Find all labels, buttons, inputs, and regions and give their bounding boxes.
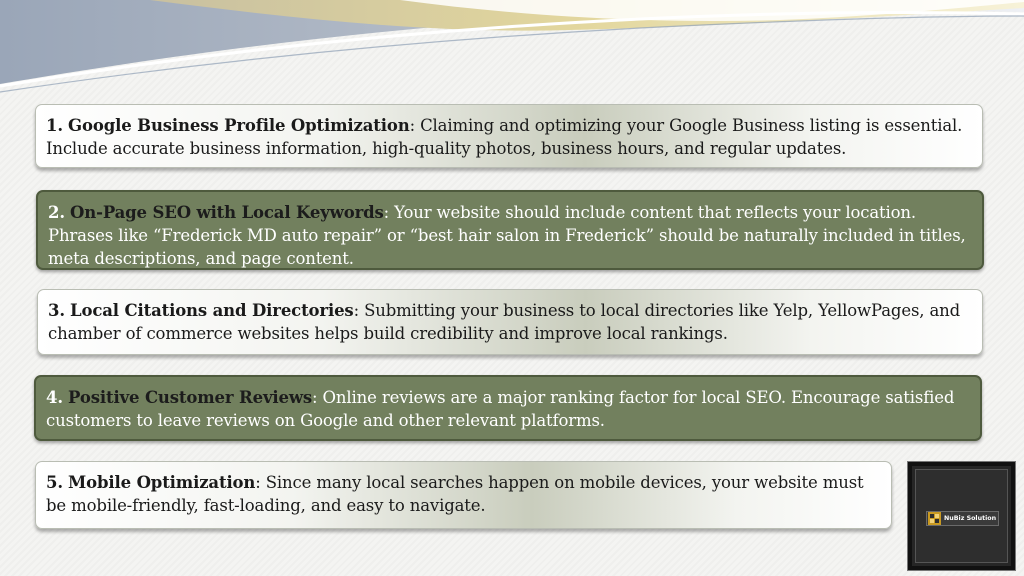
- item-text: : Since many local searches happen on mobile devices, your website must be mobile-friendly, fast-loading, and easy to navigate.: [46, 473, 864, 515]
- logo-frame: [908, 462, 1015, 570]
- item-customer-reviews: [34, 375, 982, 441]
- item-google-business-profile: [35, 104, 983, 168]
- item-text: : Submitting your business to local directories like Yelp, YellowPages, and chamber of commerce websites helps build credibility and improve local rankings.: [48, 301, 961, 343]
- item-text: : Claiming and optimizing your Google Business listing is essential. Include accurate business information, high-quality photos, business hours, and regular updates.: [46, 116, 963, 158]
- logo-text: NuBiz Solution: [944, 515, 997, 522]
- item-text: : Online reviews are a major ranking factor for local SEO. Encourage satisfied customers to leave reviews on Google and other relevant platforms.: [46, 388, 955, 430]
- item-on-page-seo: [36, 190, 984, 270]
- item-heading: Positive Customer Reviews: [68, 388, 313, 407]
- top-swoosh-decoration: [0, 0, 1024, 100]
- item-local-citations: [37, 289, 983, 355]
- logo-badge: [926, 511, 999, 526]
- item-number: 2.: [48, 203, 65, 222]
- item-number: 3.: [48, 301, 65, 320]
- item-heading: Mobile Optimization: [68, 473, 256, 492]
- item-heading: Google Business Profile Optimization: [68, 116, 410, 135]
- item-heading: On-Page SEO with Local Keywords: [70, 203, 384, 222]
- item-number: 4.: [46, 388, 63, 407]
- item-number: 5.: [46, 473, 63, 492]
- item-heading: Local Citations and Directories: [70, 301, 354, 320]
- nubiz-logo-icon: [928, 512, 941, 525]
- item-mobile-optimization: [35, 461, 892, 529]
- item-text: : Your website should include content that reflects your location. Phrases like “Frederick MD auto repair” or “best hair salon in Frederick” should be naturally included in titles, meta descriptions, and page content.: [48, 203, 966, 268]
- item-number: 1.: [46, 116, 63, 135]
